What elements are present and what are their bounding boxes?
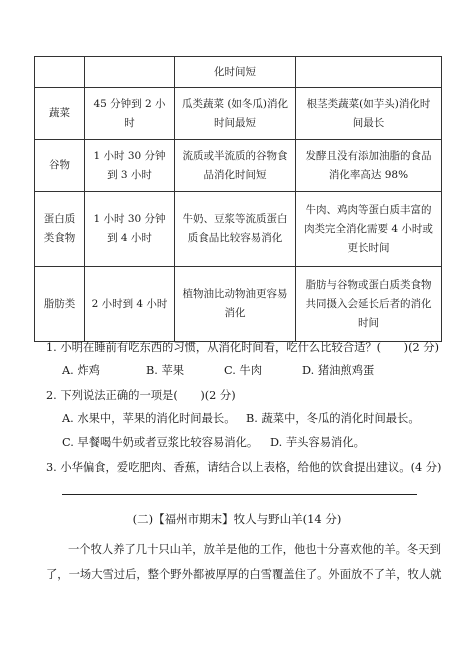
table-cell-category: 谷物 [35,140,85,192]
table-cell: 根茎类蔬菜(如芋头)消化时间最长 [296,88,442,140]
divider [62,494,417,495]
table-cell: 植物油比动物油更容易消化 [175,267,296,342]
table-cell: 牛肉、鸡肉等蛋白质丰富的肉类完全消化需要 4 小时或更长时间 [296,192,442,267]
table-cell: 流质或半流质的谷物食品消化时间短 [175,140,296,192]
q2-option-d: D. 芋头容易消化。 [270,436,365,449]
table-cell: 2 小时到 4 小时 [85,267,175,342]
table-cell: 瓜类蔬菜 (如冬瓜)消化时间最短 [175,88,296,140]
table-row [35,88,442,140]
q1-option-b: B. 苹果 [146,364,185,377]
table-row [35,57,442,88]
question-2: 2. 下列说法正确的一项是( )(2 分) [46,389,236,402]
question-3: 3. 小华偏食，爱吃肥肉、香蕉，请结合以上表格，给他的饮食提出建议。(4 分) [46,461,442,474]
table-row [35,267,442,342]
table-cell: 牛奶、豆浆等流质蛋白质食品比较容易消化 [175,192,296,267]
table-cell [35,57,85,88]
table-row [35,192,442,267]
table-cell: 化时间短 [175,57,296,88]
table-cell: 1 小时 30 分钟到 4 小时 [85,192,175,267]
passage-line: 了，一场大雪过后，整个野外都被厚厚的白雪覆盖住了。外面放不了羊，牧人就 [46,568,442,581]
table-cell: 45 分钟到 2 小时 [85,88,175,140]
passage-line: 一个牧人养了几十只山羊，放羊是他的工作，他也十分喜欢他的羊。冬天到 [68,543,441,556]
q1-option-a: A. 炸鸡 [62,364,100,377]
table-cell: 脂肪与谷物或蛋白质类食物共同摄入会延长后者的消化时间 [296,267,442,342]
table-cell-category: 蔬菜 [35,88,85,140]
q2-option-b: B. 蔬菜中，冬瓜的消化时间最长。 [246,412,420,425]
table-cell: 发酵且没有添加油脂的食品消化率高达 98% [296,140,442,192]
digestion-table [34,56,442,342]
table-cell-category: 蛋白质类食物 [35,192,85,267]
section-title: (二)【福州市期末】牧人与野山羊(14 分) [132,512,342,526]
q1-option-c: C. 牛肉 [224,364,263,377]
table-cell: 1 小时 30 分钟到 3 小时 [85,140,175,192]
q2-option-a: A. 水果中，苹果的消化时间最长。 [62,412,236,425]
table-cell [85,57,175,88]
table-cell [296,57,442,88]
q2-option-c: C. 早餐喝牛奶或者豆浆比较容易消化。 [62,436,259,449]
q1-option-d: D. 猪油煎鸡蛋 [302,364,375,377]
question-1: 1. 小明在睡前有吃东西的习惯，从消化时间看，吃什么比较合适？( )(2 分) [46,341,439,354]
table-cell-category: 脂肪类 [35,267,85,342]
table-row [35,140,442,192]
